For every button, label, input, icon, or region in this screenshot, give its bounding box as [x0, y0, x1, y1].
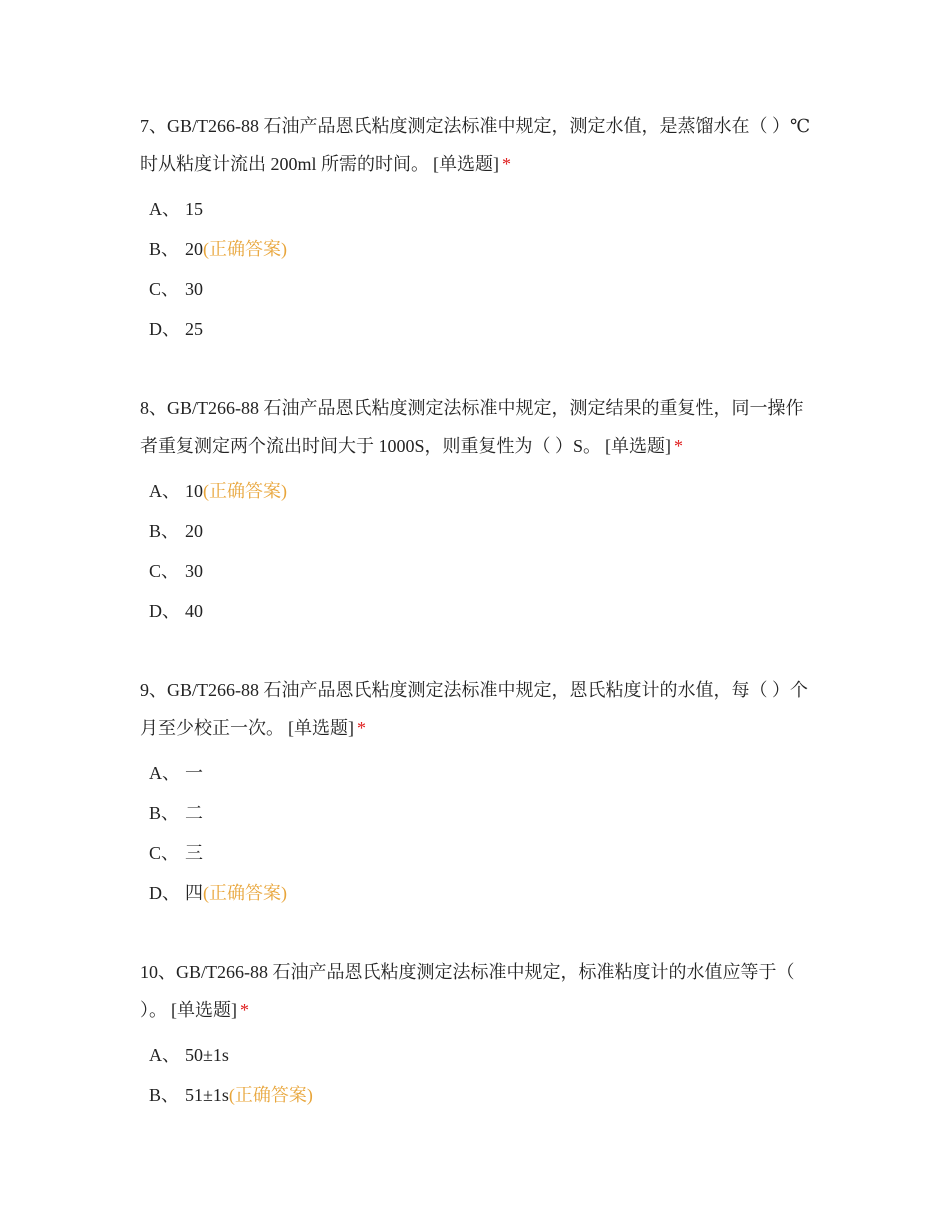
- option-a[interactable]: [140, 1035, 820, 1075]
- option-text: 50±1s: [185, 1045, 229, 1065]
- option-letter: C、: [149, 561, 180, 581]
- option-letter: B、: [149, 803, 180, 823]
- option-letter: A、: [149, 763, 180, 783]
- question-type: [单选题]: [605, 436, 672, 456]
- option-text: 20: [185, 239, 203, 259]
- question-list: [140, 107, 820, 1155]
- option-b[interactable]: [140, 229, 820, 269]
- option-a[interactable]: [140, 753, 820, 793]
- option-text: 一: [185, 763, 203, 783]
- option-b[interactable]: [140, 1075, 820, 1115]
- option-text: 10: [185, 481, 203, 501]
- option-c[interactable]: [140, 269, 820, 309]
- option-letter: B、: [149, 239, 180, 259]
- question-8: [140, 389, 820, 631]
- option-letter: C、: [149, 279, 180, 299]
- option-text: 三: [185, 843, 203, 863]
- question-text: 9、GB/T266-88 石油产品恩氏粘度测定法标准中规定，恩氏粘度计的水值，每（ ）个月至少校正一次。: [140, 680, 808, 738]
- option-a[interactable]: [140, 189, 820, 229]
- option-text: 30: [185, 561, 203, 581]
- question-title: [140, 107, 820, 183]
- question-title: [140, 389, 820, 465]
- option-d[interactable]: [140, 309, 820, 349]
- option-b[interactable]: [140, 511, 820, 551]
- option-letter: A、: [149, 481, 180, 501]
- correct-answer-mark: (正确答案): [203, 883, 287, 903]
- option-text: 15: [185, 199, 203, 219]
- option-text: 二: [185, 803, 203, 823]
- question-type: [单选题]: [171, 1000, 237, 1020]
- option-c[interactable]: [140, 551, 820, 591]
- option-d[interactable]: [140, 591, 820, 631]
- option-b[interactable]: [140, 793, 820, 833]
- option-letter: D、: [149, 319, 180, 339]
- option-text: 51±1s: [185, 1085, 229, 1105]
- option-letter: A、: [149, 1045, 180, 1065]
- question-type: [单选题]: [288, 718, 354, 738]
- option-letter: B、: [149, 521, 180, 541]
- option-text: 30: [185, 279, 203, 299]
- question-title: [140, 953, 820, 1029]
- question-title: [140, 671, 820, 747]
- option-text: 20: [185, 521, 203, 541]
- option-text: 40: [185, 601, 203, 621]
- correct-answer-mark: (正确答案): [203, 239, 287, 259]
- option-d[interactable]: [140, 873, 820, 913]
- required-mark: *: [357, 718, 366, 738]
- required-mark: *: [502, 154, 512, 174]
- question-text: 8、GB/T266-88 石油产品恩氏粘度测定法标准中规定，测定结果的重复性，同一操作者重复测定两个流出时间大于 1000S，则重复性为（ ）S。: [140, 398, 804, 456]
- required-mark: *: [674, 436, 684, 456]
- question-9: [140, 671, 820, 913]
- question-text: 10、GB/T266-88 石油产品恩氏粘度测定法标准中规定，标准粘度计的水值应等于（ ）。: [140, 962, 795, 1020]
- option-text: 25: [185, 319, 203, 339]
- question-text: 7、GB/T266-88 石油产品恩氏粘度测定法标准中规定，测定水值，是蒸馏水在（ ）℃时从粘度计流出 200ml 所需的时间。: [140, 116, 811, 174]
- option-letter: D、: [149, 883, 180, 903]
- option-text: 四: [185, 883, 203, 903]
- option-letter: B、: [149, 1085, 180, 1105]
- question-type: [单选题]: [433, 154, 500, 174]
- option-letter: C、: [149, 843, 180, 863]
- option-a[interactable]: [140, 471, 820, 511]
- question-10: [140, 953, 820, 1115]
- question-7: [140, 107, 820, 349]
- option-c[interactable]: [140, 833, 820, 873]
- correct-answer-mark: (正确答案): [228, 1085, 313, 1105]
- required-mark: *: [240, 1000, 249, 1020]
- correct-answer-mark: (正确答案): [203, 481, 287, 501]
- option-letter: A、: [149, 199, 180, 219]
- option-letter: D、: [149, 601, 180, 621]
